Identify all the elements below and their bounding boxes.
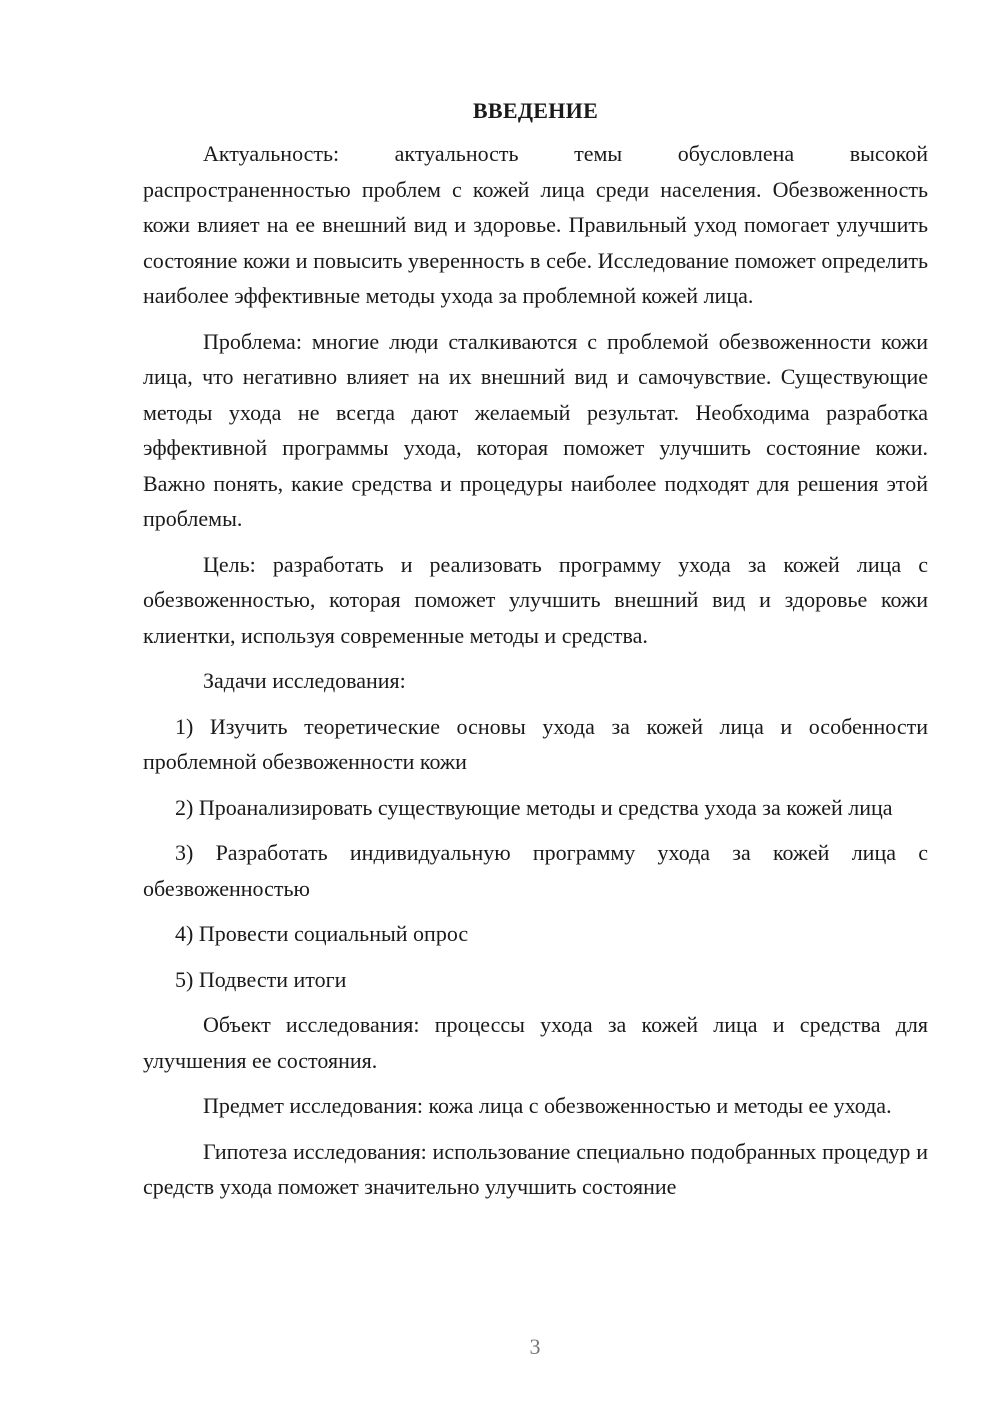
tasks-list	[143, 709, 928, 998]
tasks-title: Задачи исследования:	[203, 668, 406, 693]
problem-paragraph: Проблема: многие люди сталкиваются с проблемой обезвоженности кожи лица, что негативно влияет на их внешний вид и самочувствие. Существующие методы ухода не всегда дают желаемый результат. Необходима разработка эффективной программы ухода, которая поможет улучшить состояние кожи. Важно понять, какие средства и процедуры наиболее подходят для решения этой проблемы.	[143, 328, 928, 531]
object-paragraph: Объект исследования: процессы ухода за кожей лица и средства для улучшения ее состояния.	[143, 1012, 928, 1073]
task-item-3: 3) Разработать индивидуальную программу ухода за кожей лица с обезвоженностью	[143, 840, 928, 901]
task-item-1: 1) Изучить теоретические основы ухода за кожей лица и особенности проблемной обезвоженности кожи	[143, 713, 928, 774]
task-item-4: 4) Провести социальный опрос	[175, 921, 469, 946]
document-page	[143, 94, 928, 1205]
page-number: 3	[529, 1334, 541, 1359]
task-item-2: 2) Проанализировать существующие методы и средства ухода за кожей лица	[175, 794, 893, 820]
hypothesis-paragraph: Гипотеза исследования: использование специально подобранных процедур и средств ухода поможет значительно улучшить состояние	[143, 1138, 928, 1199]
subject-paragraph: Предмет исследования: кожа лица с обезвоженностью и методы ее ухода.	[203, 1093, 892, 1118]
relevance-paragraph: Актуальность: актуальность темы обусловлена высокой распространенностью проблем с кожей лица среди населения. Обезвоженность кожи влияет на ее внешний вид и здоровье. Правильный уход помогает улучшить состояние кожи и повысить уверенность в себе. Исследование поможет определить наиболее эффективные методы ухода за проблемной кожей лица.	[143, 141, 928, 308]
task-item-5: 5) Подвести итоги	[175, 966, 347, 992]
section-heading: ВВЕДЕНИЕ	[472, 98, 599, 123]
goal-paragraph: Цель: разработать и реализовать программу ухода за кожей лица с обезвоженностью, которая поможет улучшить внешний вид и здоровье кожи клиентки, используя современные методы и средства.	[143, 551, 928, 648]
